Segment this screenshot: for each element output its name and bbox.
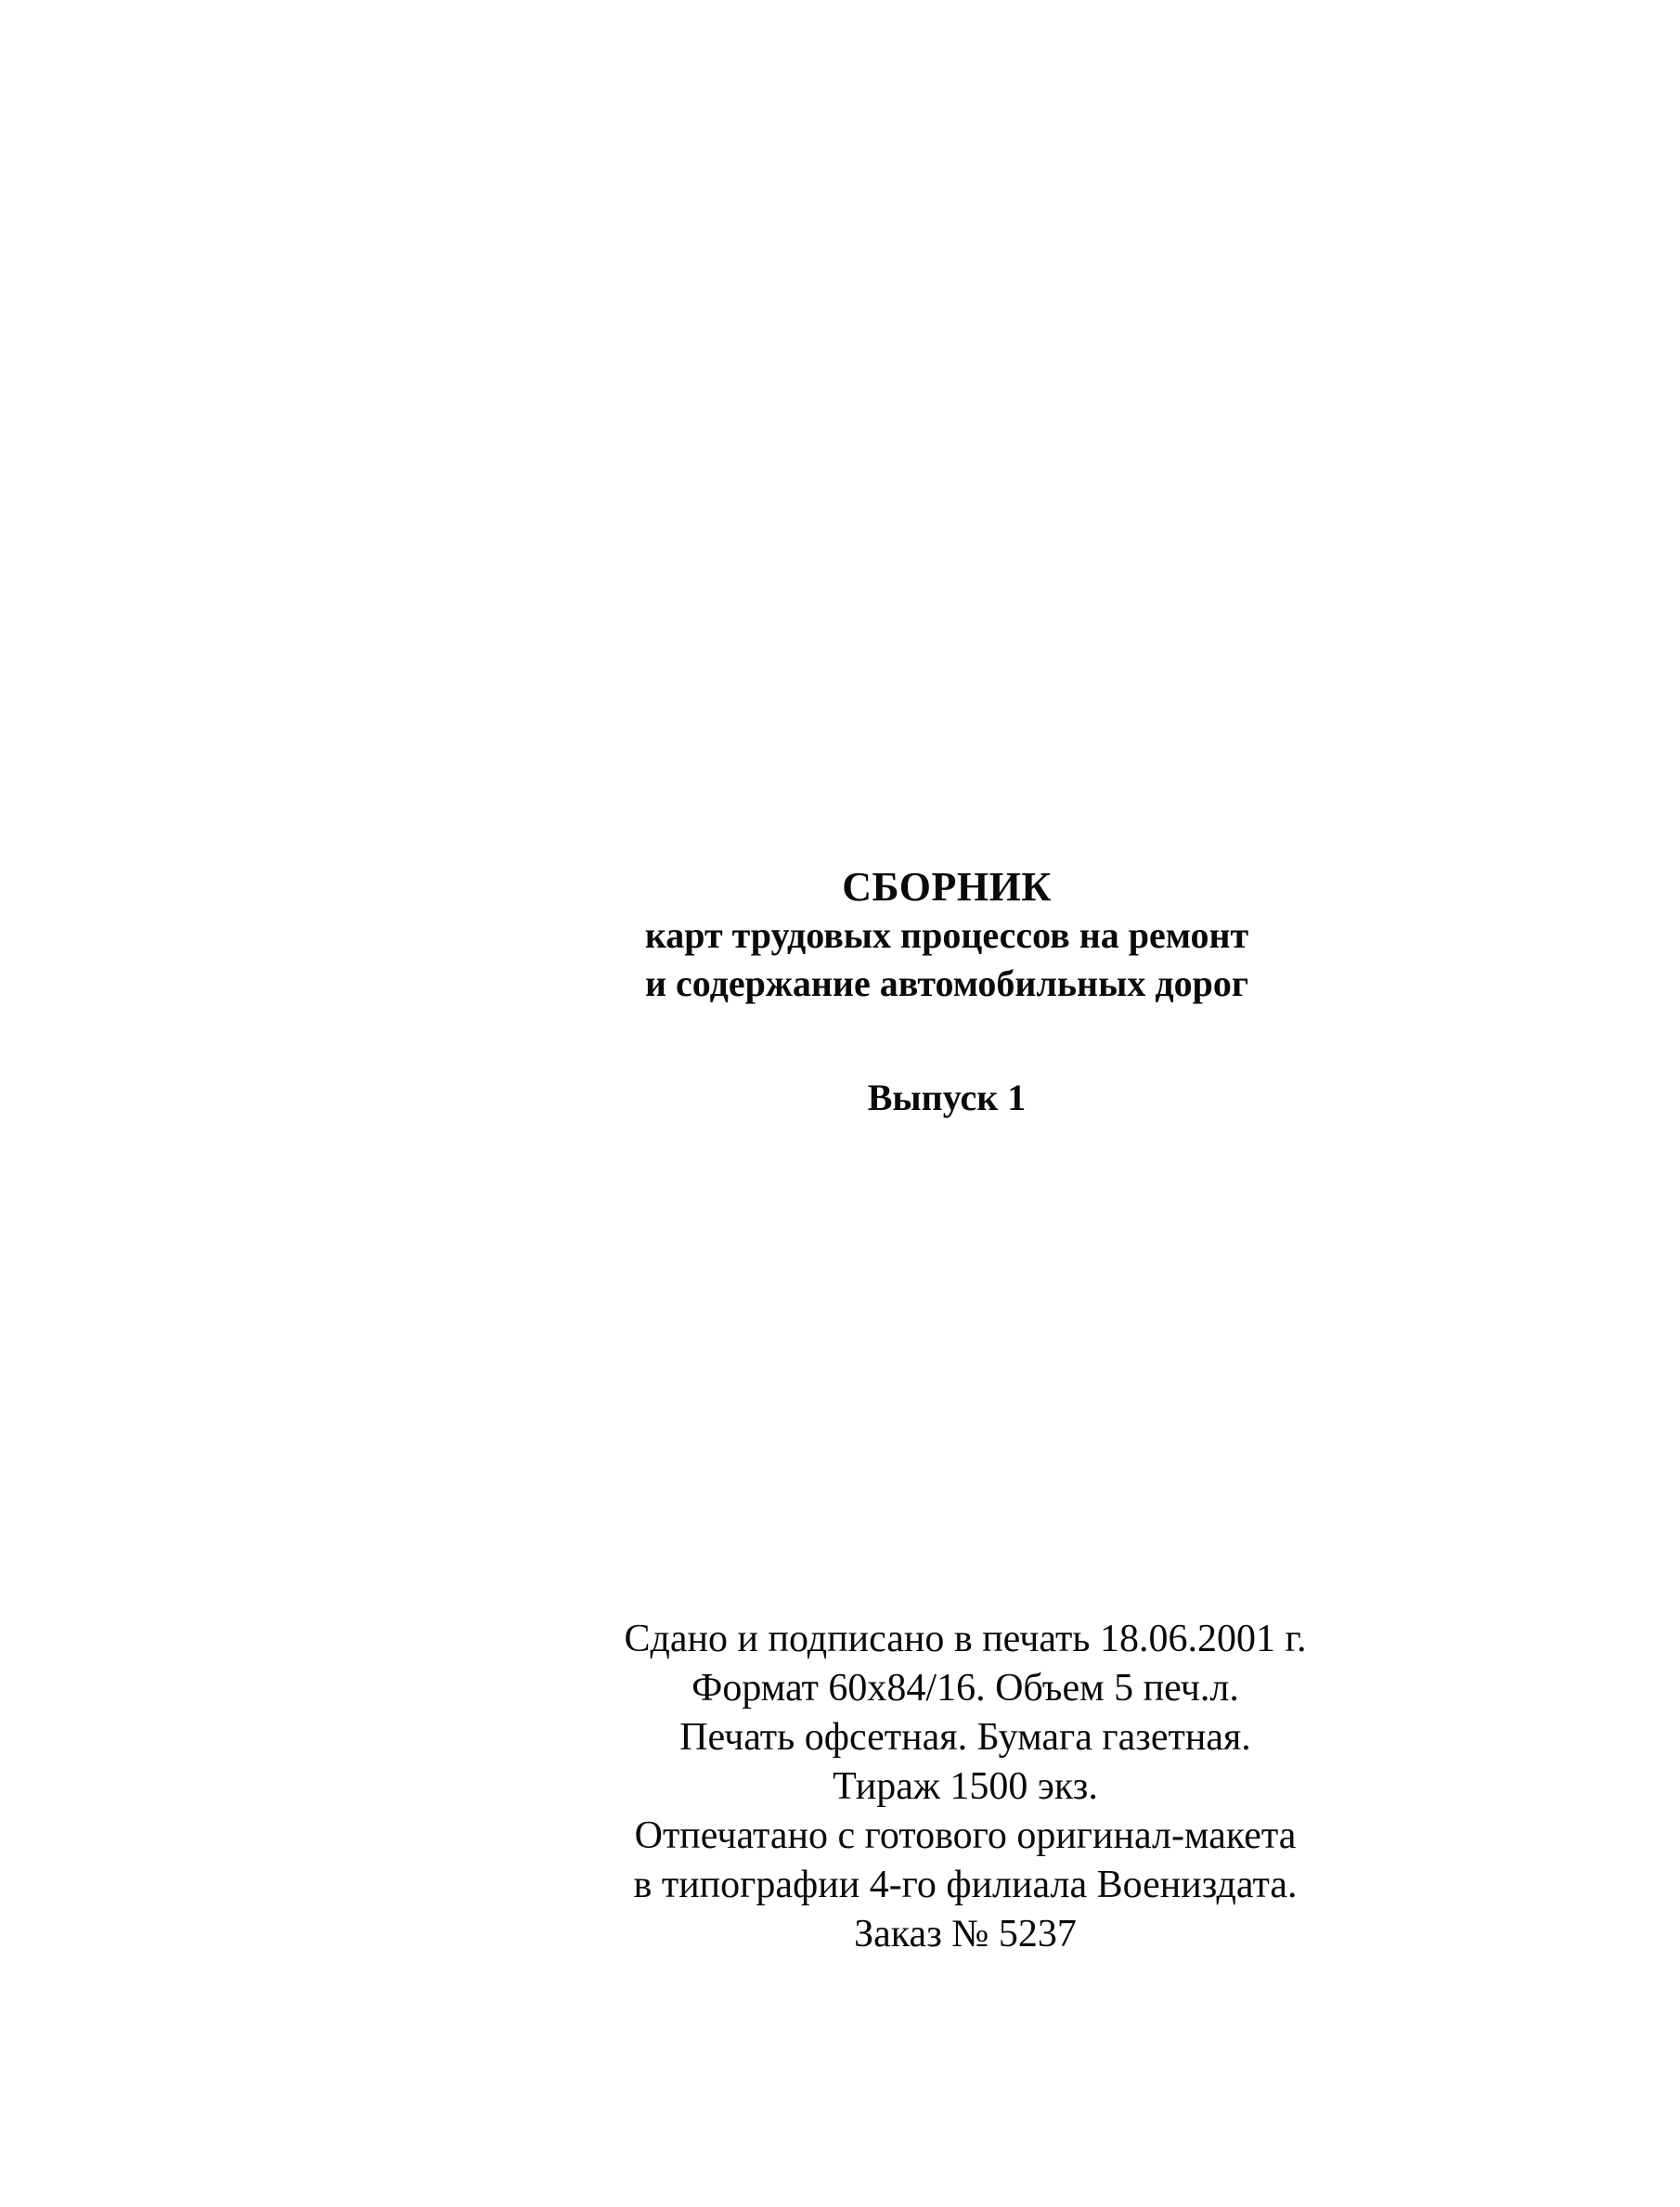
imprint-line-circulation: Тираж 1500 экз. — [833, 1765, 1098, 1808]
imprint-line-format: Формат 60х84/16. Объем 5 печ.л. — [691, 1667, 1239, 1710]
imprint-line-signed: Сдано и подписано в печать 18.06.2001 г. — [624, 1618, 1307, 1660]
imprint-line-printing-house: в типографии 4-го филиала Воениздата. — [633, 1864, 1298, 1906]
issue-number: Выпуск 1 — [867, 1077, 1027, 1118]
page-title: СБОРНИК — [842, 864, 1052, 910]
title-block — [538, 863, 1355, 1008]
title-subtitle-line-1: карт трудовых процессов на ремонт — [644, 914, 1249, 956]
imprint-block — [520, 1615, 1411, 1959]
imprint-line-printed-from: Отпечатано с готового оригинал-макета — [634, 1814, 1297, 1857]
imprint-line-print: Печать офсетная. Бумага газетная. — [679, 1716, 1251, 1759]
imprint-line-order: Заказ № 5237 — [854, 1913, 1077, 1955]
title-subtitle-line-2: и содержание автомобильных дорог — [645, 962, 1248, 1004]
